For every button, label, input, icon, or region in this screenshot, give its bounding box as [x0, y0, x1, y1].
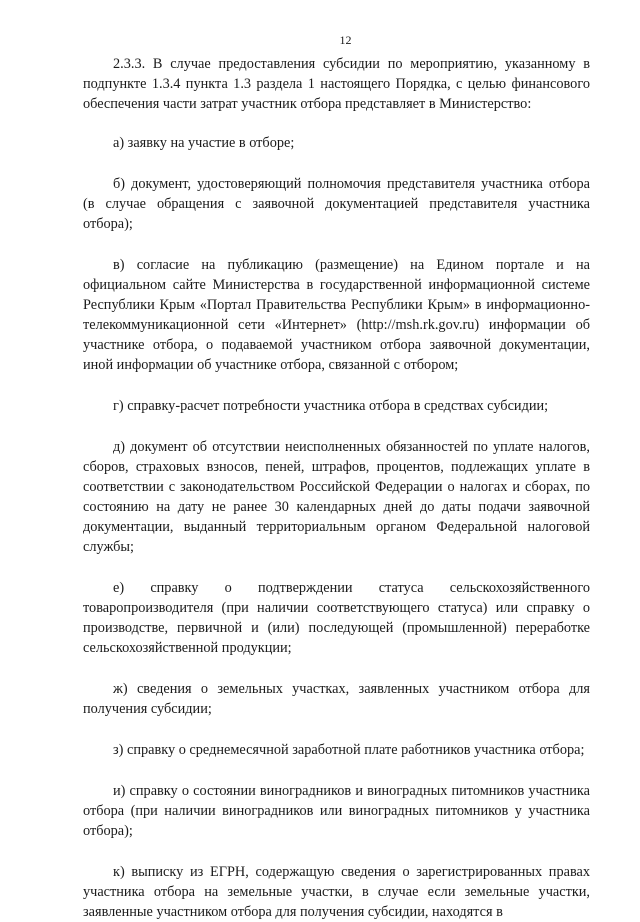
list-item-a: а) заявку на участие в отборе;	[113, 135, 295, 151]
list-item-d: д) документ об отсутствии неисполненных обязанностей по уплате налогов, сборов, страховых взносов, пеней, штрафов, процентов, подлежащих уплате в соответствии с законодательством Российской Федерации о налогах и сборах, по состоянию на дату не ранее 30 календарных дней до даты подачи заявочной документации, выданный территориальным органом Федеральной налоговой службы;	[83, 439, 590, 555]
list-item-zh: ж) сведения о земельных участках, заявленных участником отбора для получения субсидии;	[83, 681, 590, 717]
paragraph-intro: 2.3.3. В случае предоставления субсидии по мероприятию, указанному в подпункте 1.3.4 пункта 1.3 раздела 1 настоящего Порядка, с целью финансового обеспечения части затрат участник отбора представляет в Министерство:	[83, 56, 590, 112]
list-item-e: е) справку о подтверждении статуса сельскохозяйственного товаропроизводителя (при наличии соответствующего статуса) или справку о производстве, первичной и (или) последующей (промышленной) переработке сельскохозяйственной продукции;	[83, 580, 590, 656]
list-item-k: к) выписку из ЕГРН, содержащую сведения о зарегистрированных правах участника отбора на земельные участки, в случае если земельные участки, заявленные участником отбора для получения субсидии, находятся в	[83, 864, 590, 920]
list-item-z: з) справку о среднемесячной заработной плате работников участника отбора;	[113, 742, 585, 758]
list-item-b: б) документ, удостоверяющий полномочия представителя участника отбора (в случае обращения с заявочной документацией представителя участника отбора);	[83, 176, 590, 232]
list-item-g: г) справку-расчет потребности участника отбора в средствах субсидии;	[113, 398, 549, 414]
list-item-v: в) согласие на публикацию (размещение) на Едином портале и на официальном сайте Министерства в государственной информационной системе Республики Крым «Портал Правительства Республики Крым» в информационно-телекоммуникационной сети «Интернет» (http://msh.rk.gov.ru) информации об участнике отбора, о подаваемой участником отбора заявочной документации, иной информации об участнике отбора, связанной с отбором;	[83, 257, 590, 373]
list-item-i: и) справку о состоянии виноградников и виноградных питомников участника отбора (при наличии виноградников или виноградных питомников у участника отбора);	[83, 783, 590, 839]
page-number: 12	[339, 33, 352, 47]
